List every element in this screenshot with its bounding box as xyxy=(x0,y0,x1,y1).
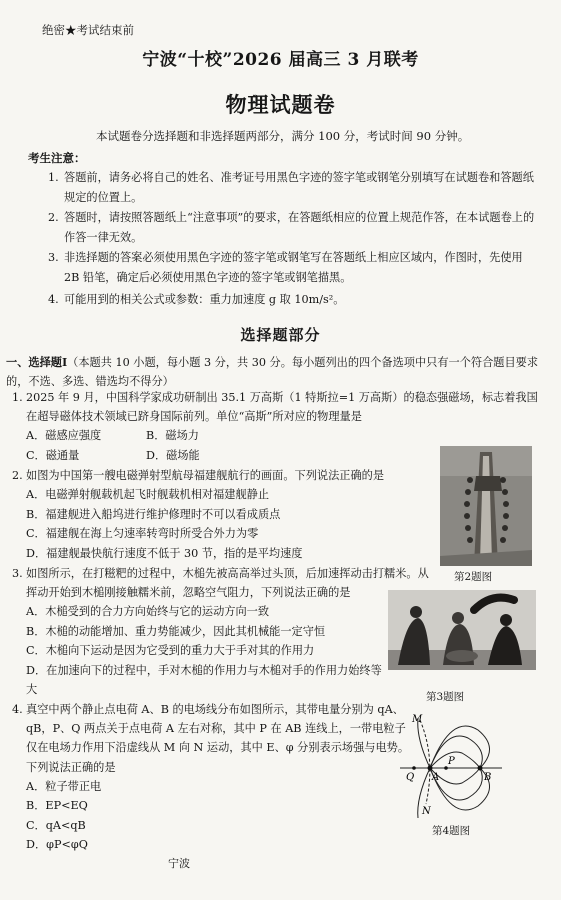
note-item xyxy=(48,168,540,208)
note-text: 答题前，请务必将自己的姓名、准考证号用黑色字迹的签字笔或钢笔分别填写在试题卷和答题纸规定的位置上。 xyxy=(64,171,534,204)
question-stem: 2025 年 9 月，中国科学家成功研制出 35.1 万高斯（1 特斯拉=1 万高斯）的稳态强磁场，标志着我国在超导磁体技术领域已跻身国际前列。单位“高斯”所对应的物理量是 xyxy=(26,391,538,424)
question-2 xyxy=(12,466,432,563)
exam-intro: 本试题卷分选择题和非选择题两部分，满分 100 分，考试时间 90 分钟。 xyxy=(96,129,470,143)
question-stem: 如图所示，在打糍粑的过程中，木槌先被高高举过头顶，后加速挥动击打糯米。从挥动开始到木槌刚接触糯米前，忽略空气阻力，下列说法正确的是 xyxy=(26,567,429,600)
label-n: N xyxy=(422,806,431,817)
option-d: D．φP<φQ xyxy=(26,838,88,852)
label-b: B xyxy=(484,772,492,783)
note-number: 2. xyxy=(48,211,59,224)
label-q: Q xyxy=(406,772,415,783)
question-4 xyxy=(12,700,415,855)
option-b: B．EP<EQ xyxy=(26,799,88,813)
note-item xyxy=(48,248,540,288)
option-b: B．福建舰进入船坞进行维护修理时不可以看成质点 xyxy=(26,507,281,521)
notes-heading: 考生注意： xyxy=(28,151,86,165)
subject-title: 物理试题卷 xyxy=(225,92,336,117)
note-text: 答题时，请按照答题纸上“注意事项”的要求，在答题纸相应的位置上规范作答，在本试题卷上的作答一律无效。 xyxy=(64,211,535,244)
note-number: 1. xyxy=(48,171,59,184)
option-d: D．福建舰最快航行速度不低于 30 节，指的是平均速度 xyxy=(26,546,303,560)
figure-4-caption: 第4题图 xyxy=(432,825,471,837)
option-c: C．磁通量 xyxy=(26,448,80,462)
question-3 xyxy=(12,564,432,700)
exam-title: 宁波“十校”2026 届高三 3 月联考 xyxy=(142,50,419,70)
option-a: A．电磁弹射舰载机起飞时舰载机相对福建舰静止 xyxy=(26,488,270,502)
field-line-diagram xyxy=(396,708,506,820)
question-number: 2. xyxy=(12,469,23,482)
option-c: C．福建舰在海上匀速率转弯时所受合外力为零 xyxy=(26,527,259,541)
mochi-photo xyxy=(388,590,536,670)
option-a: A．磁感应强度 xyxy=(26,429,102,443)
label-a: A xyxy=(432,772,440,783)
section-title: 选择题部分 xyxy=(240,326,321,344)
option-d: D．在加速向下的过程中，手对木槌的作用力与木槌对手的作用力始终等大 xyxy=(26,663,382,697)
note-text: 非选择题的答案必须使用黑色字迹的签字笔或钢笔写在答题纸上相应区域内，作图时，先使用 2B 铅笔，确定后必须使用黑色字迹的签字笔或钢笔描黑。 xyxy=(64,251,523,284)
figure-2-caption: 第2题图 xyxy=(454,571,493,583)
carrier-photo xyxy=(440,446,532,566)
part-label: 一、选择题Ⅰ xyxy=(6,355,68,369)
option-b: B．木槌的动能增加、重力势能减少，因此其机械能一定守恒 xyxy=(26,624,326,638)
label-m: M xyxy=(412,714,423,725)
part-instructions: （本题共 10 小题，每小题 3 分，共 30 分。每小题列出的四个备选项中只有一个符合题目要求的，不选、多选、错选均不得分） xyxy=(6,356,539,388)
confidential-mark: 绝密★考试结束前 xyxy=(42,23,134,37)
option-b: B．磁场力 xyxy=(146,429,199,443)
option-d: D．磁场能 xyxy=(146,448,200,462)
question-number: 3. xyxy=(12,567,23,580)
note-number: 3. xyxy=(48,251,59,264)
part-heading xyxy=(6,353,540,391)
note-number: 4. xyxy=(48,293,59,306)
question-stem: 如图为中国第一艘电磁弹射型航母福建舰航行的画面。下列说法正确的是 xyxy=(26,469,385,482)
option-a: A．粒子带正电 xyxy=(26,779,102,793)
option-c: C．qA<qB xyxy=(26,818,86,832)
option-a: A．木槌受到的合力方向始终与它的运动方向一致 xyxy=(26,605,270,619)
note-text: 可能用到的相关公式或参数：重力加速度 g 取 10m/s²。 xyxy=(64,293,345,306)
question-number: 1. xyxy=(12,391,23,404)
label-p: P xyxy=(448,756,455,767)
figure-3-caption: 第3题图 xyxy=(426,691,465,703)
question-stem: 真空中两个静止点电荷 A、B 的电场线分布如图所示，其带电量分别为 qA、qB，P、Q 两点关于点电荷 A 左右对称，其中 P 在 AB 连线上，一带电粒子仅在电场力作用下沿虚线从 M 向 N 运动，其中 E、φ 分别表示场强与电势。下列说法正确的是 xyxy=(26,703,410,774)
note-item xyxy=(48,208,540,248)
option-c: C．木槌向下运动是因为它受到的重力大于手对其的作用力 xyxy=(26,644,315,658)
footer-text: 宁波 xyxy=(168,857,190,870)
question-number: 4. xyxy=(12,703,23,716)
note-item xyxy=(48,290,540,310)
